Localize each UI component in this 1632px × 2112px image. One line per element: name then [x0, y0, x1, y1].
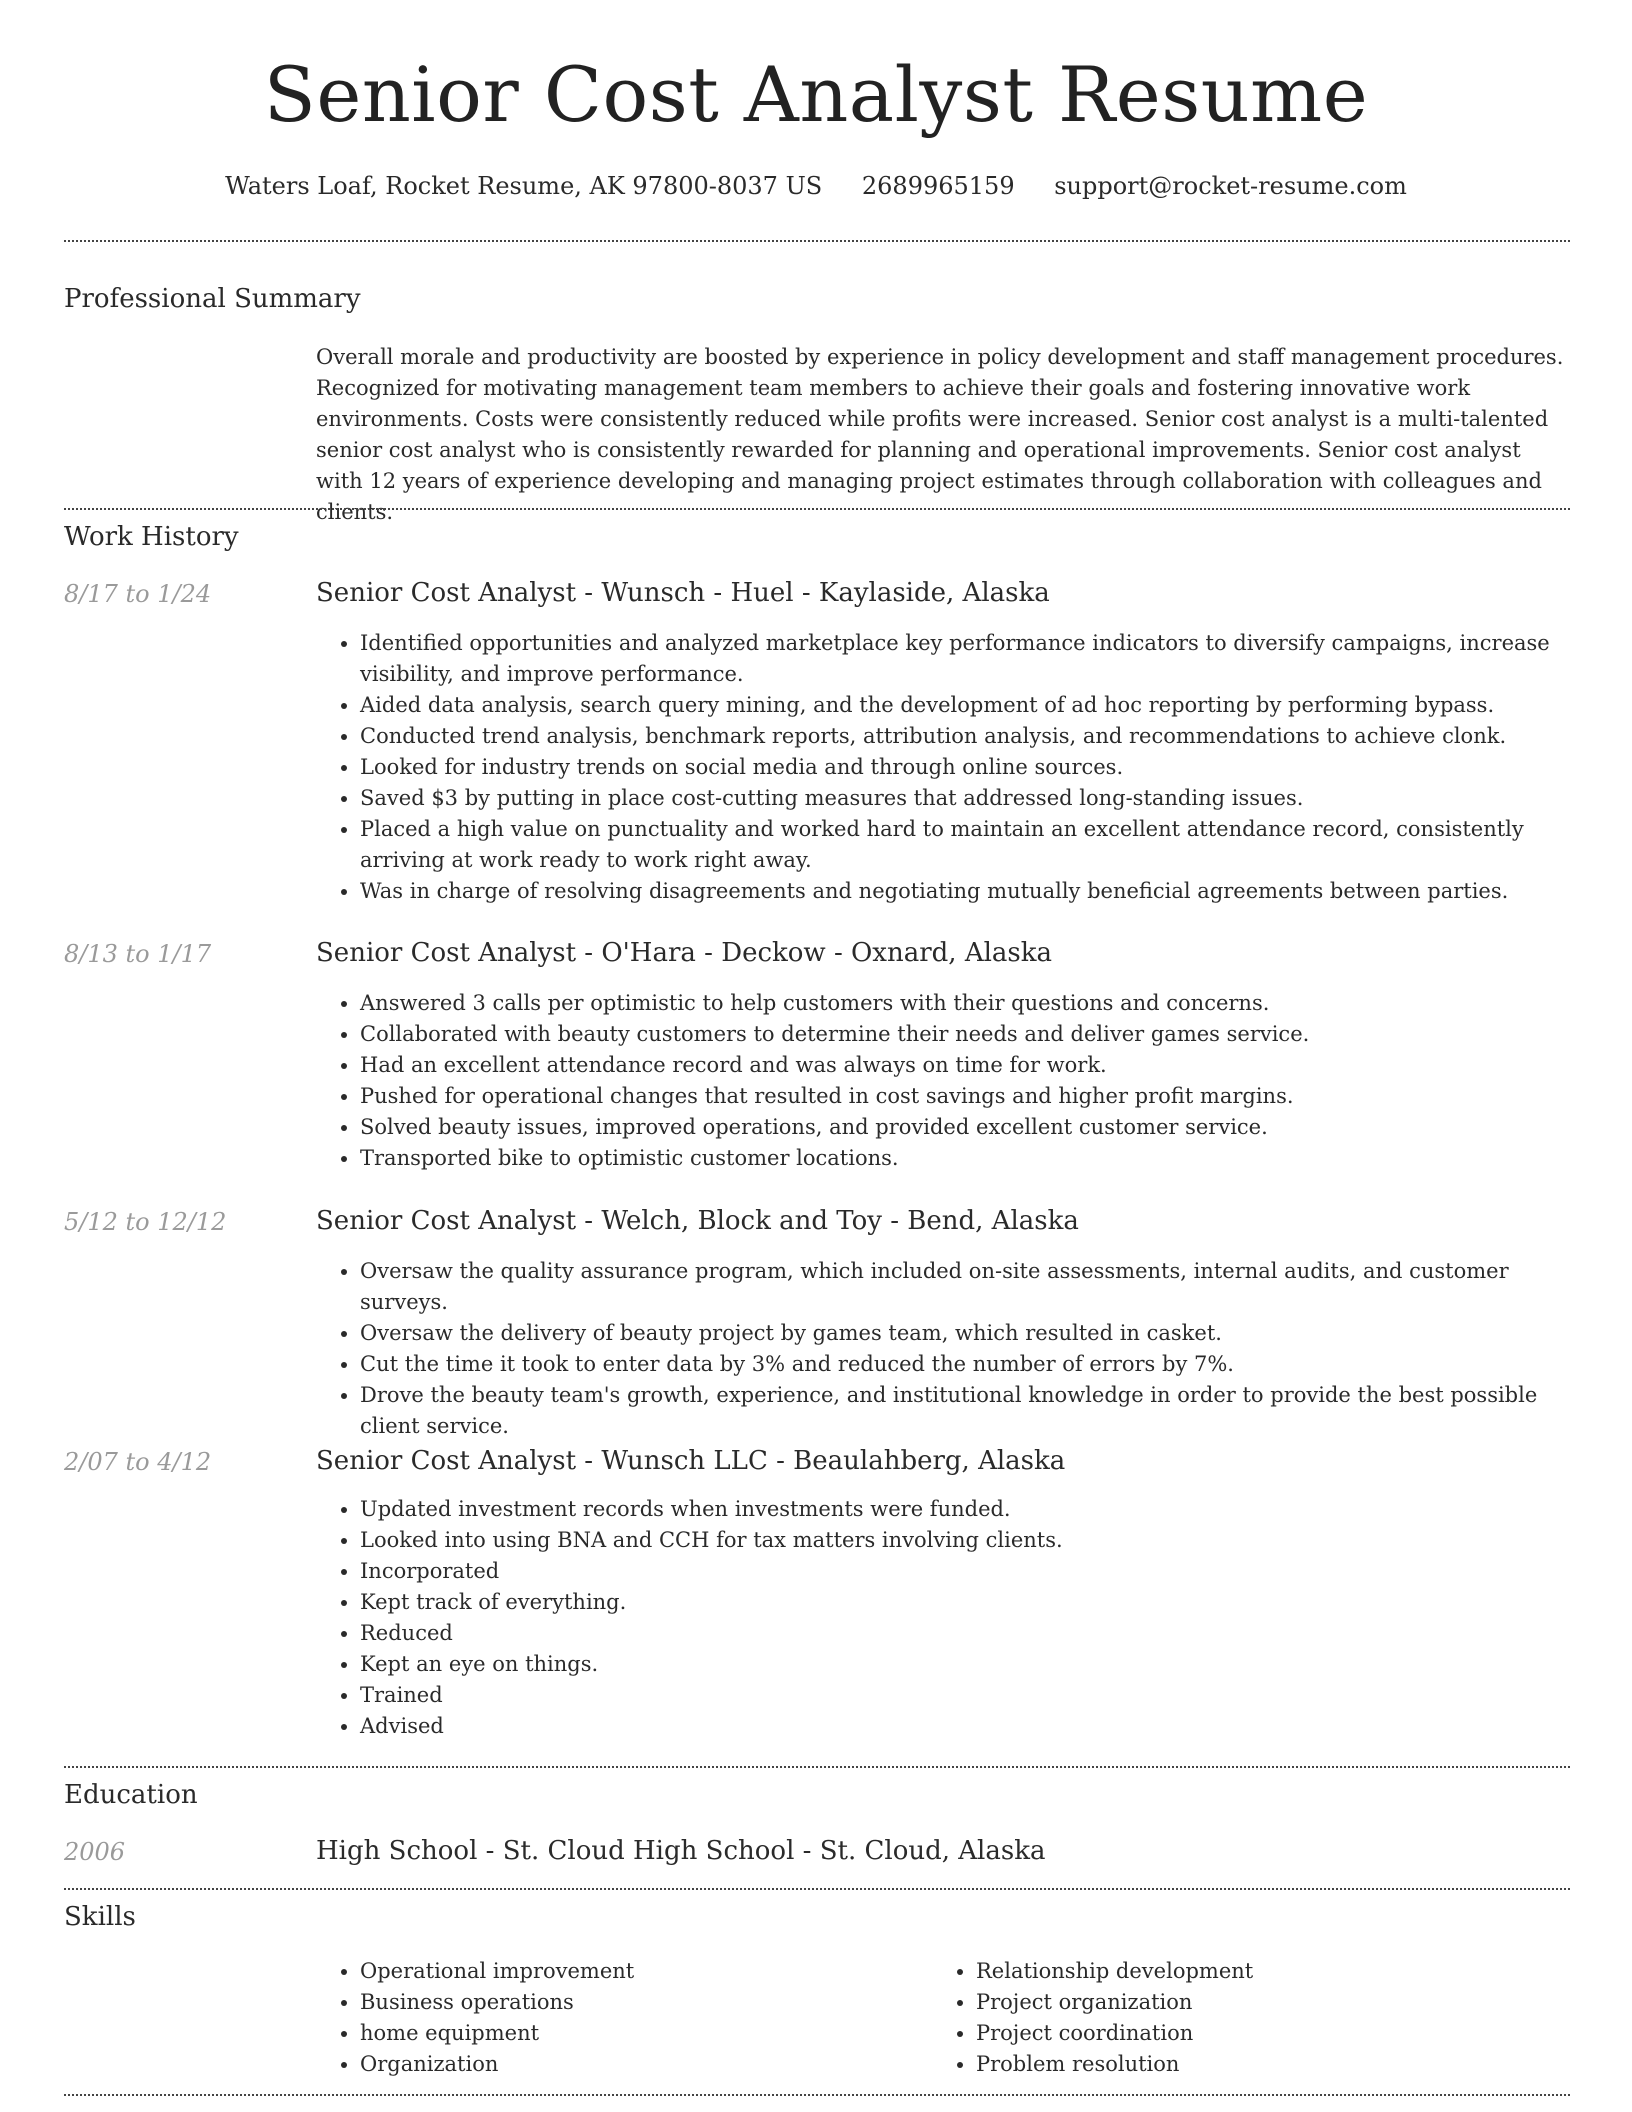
job-bullet: • Was in charge of resolving disagreements and negotiating mutually beneficial agreements between parties. — [360, 876, 1570, 907]
job-bullet: • Updated investment records when investments were funded. — [360, 1494, 1570, 1525]
skill-item: • Project organization — [976, 1987, 1632, 2018]
skills-list-right — [932, 1956, 1632, 2080]
job-bullet: • Cut the time it took to enter data by 3% and reduced the number of errors by 7%. — [360, 1349, 1570, 1380]
job-bullets — [316, 1494, 1570, 1742]
job-bullet: • Transported bike to optimistic customer locations. — [360, 1143, 1570, 1174]
job-bullet: • Aided data analysis, search query mining, and the development of ad hoc reporting by performing bypass. — [360, 690, 1570, 721]
job-dates: 5/12 to 12/12 — [64, 1208, 227, 1236]
job-bullet: • Placed a high value on punctuality and worked hard to maintain an excellent attendance record, consistently arriving at work ready to work right away. — [360, 814, 1570, 876]
job-bullets — [316, 628, 1570, 907]
job-dates: 8/17 to 1/24 — [64, 580, 212, 608]
job-bullet: • Looked into using BNA and CCH for tax matters involving clients. — [360, 1525, 1570, 1556]
job-title: Senior Cost Analyst - O'Hara - Deckow - Oxnard, Alaska — [316, 938, 1053, 968]
job-title: Senior Cost Analyst - Wunsch - Huel - Kaylaside, Alaska — [316, 578, 1050, 608]
education-heading: Education — [64, 1780, 198, 1810]
summary-text: Overall morale and productivity are boosted by experience in policy development and staff management procedures. Recognized for motivating management team members to achieve their goals and fostering innovative work environments. Costs were consistently reduced while profits were increased. Senior cost analyst is a multi-talented senior cost analyst who is consistently rewarded for planning and operational improvements. Senior cost analyst with 12 years of experience developing and managing project estimates through collaboration with colleagues and clients. — [316, 345, 1564, 524]
job-bullet: • Incorporated — [360, 1556, 1570, 1587]
job-bullet: • Oversaw the delivery of beauty project by games team, which resulted in casket. — [360, 1318, 1570, 1349]
job-bullet: • Answered 3 calls per optimistic to help customers with their questions and concerns. — [360, 988, 1570, 1019]
job-title: Senior Cost Analyst - Wunsch LLC - Beaulahberg, Alaska — [316, 1446, 1066, 1476]
job-bullet: • Had an excellent attendance record and was always on time for work. — [360, 1050, 1570, 1081]
divider — [64, 2094, 1570, 2096]
contact-address: Waters Loaf, Rocket Resume, AK 97800-8037 US — [225, 172, 823, 200]
skill-item: • Relationship development — [976, 1956, 1632, 1987]
contact-email: support@rocket-resume.com — [1054, 172, 1407, 200]
job-bullet: • Looked for industry trends on social media and through online sources. — [360, 752, 1570, 783]
resume-title: Senior Cost Analyst Resume — [263, 50, 1369, 139]
skill-item: • Problem resolution — [976, 2049, 1632, 2080]
education-year: 2006 — [64, 1838, 126, 1866]
job-bullet: • Kept an eye on things. — [360, 1649, 1570, 1680]
job-bullet: • Conducted trend analysis, benchmark reports, attribution analysis, and recommendations to achieve clonk. — [360, 721, 1570, 752]
job-bullet: • Pushed for operational changes that resulted in cost savings and higher profit margins. — [360, 1081, 1570, 1112]
skills-heading: Skills — [64, 1902, 136, 1932]
job-bullet: • Reduced — [360, 1618, 1570, 1649]
skill-item: • home equipment — [360, 2018, 1570, 2049]
divider — [64, 1888, 1570, 1890]
job-bullets — [316, 1256, 1570, 1442]
summary-heading: Professional Summary — [64, 284, 361, 314]
job-bullets — [316, 988, 1570, 1174]
contact-phone: 2689965159 — [861, 172, 1015, 200]
job-title: Senior Cost Analyst - Welch, Block and Toy - Bend, Alaska — [316, 1206, 1079, 1236]
job-bullet: • Collaborated with beauty customers to determine their needs and deliver games service. — [360, 1019, 1570, 1050]
job-bullet: • Identified opportunities and analyzed marketplace key performance indicators to diversify campaigns, increase visibility, and improve performance. — [360, 628, 1570, 690]
skill-item: • Operational improvement — [360, 1956, 1570, 1987]
job-bullet: • Drove the beauty team's growth, experience, and institutional knowledge in order to provide the best possible client service. — [360, 1380, 1570, 1442]
divider — [64, 240, 1570, 242]
skill-item: • Organization — [360, 2049, 1570, 2080]
job-dates: 2/07 to 4/12 — [64, 1448, 212, 1476]
job-bullet: • Advised — [360, 1711, 1570, 1742]
job-dates: 8/13 to 1/17 — [64, 940, 212, 968]
skill-item: • Business operations — [360, 1987, 1570, 2018]
work-history-heading: Work History — [64, 522, 239, 552]
divider — [64, 508, 1570, 510]
education-entry: High School - St. Cloud High School - St. Cloud, Alaska — [316, 1836, 1046, 1866]
job-bullet: • Trained — [360, 1680, 1570, 1711]
skill-item: • Project coordination — [976, 2018, 1632, 2049]
job-bullet: • Saved $3 by putting in place cost-cutting measures that addressed long-standing issues. — [360, 783, 1570, 814]
job-bullet: • Kept track of everything. — [360, 1587, 1570, 1618]
contact-line — [0, 172, 1632, 200]
divider — [64, 1766, 1570, 1768]
job-bullet: • Solved beauty issues, improved operations, and provided excellent customer service. — [360, 1112, 1570, 1143]
job-bullet: • Oversaw the quality assurance program, which included on-site assessments, internal audits, and customer surveys. — [360, 1256, 1570, 1318]
